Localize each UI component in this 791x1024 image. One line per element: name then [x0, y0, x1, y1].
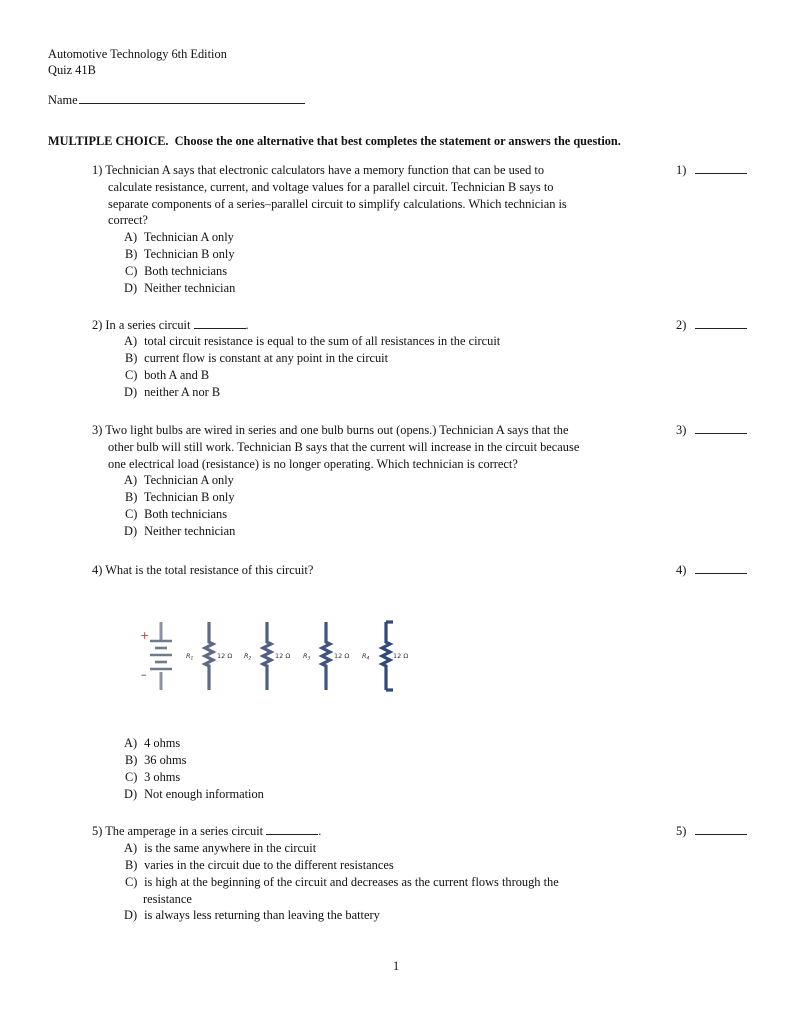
option-d[interactable]	[124, 786, 264, 803]
option-b[interactable]	[124, 489, 235, 506]
svg-text:12 Ω: 12 Ω	[217, 652, 233, 660]
option-text: Technician B only	[143, 246, 235, 261]
fill-in-blank	[194, 318, 246, 329]
option-label: C)	[125, 506, 138, 521]
stem-line: one electrical load (resistance) is no longer operating. Which technician is correct?	[108, 456, 518, 471]
option-label: A)	[124, 334, 138, 348]
document-title: Automotive Technology 6th Edition	[48, 47, 227, 61]
answer-label: 2)	[676, 318, 687, 332]
option-a[interactable]	[124, 229, 235, 246]
option-label: C)	[125, 263, 138, 278]
answer-slot-3[interactable]	[676, 422, 747, 439]
stem-line: other bulb will still work. Technician B says that the current will increase in the circuit because	[108, 439, 580, 454]
option-label: C)	[125, 769, 138, 784]
option-text: Technician A only	[143, 230, 234, 244]
stem-text: 2) In a series circuit	[92, 318, 191, 332]
option-d[interactable]	[124, 280, 235, 297]
answer-slot-5[interactable]	[676, 823, 747, 840]
option-text: Both technicians	[144, 263, 228, 278]
option-text: both A and B	[144, 367, 210, 382]
stem-text: 5) The amperage in a series circuit	[92, 824, 264, 838]
option-label: C)	[125, 874, 138, 889]
option-text: is always less returning than leaving the battery	[144, 908, 380, 923]
svg-text:12 Ω: 12 Ω	[275, 652, 291, 660]
quiz-id: Quiz 41B	[48, 63, 96, 77]
instructions-text: Choose the one alternative that best completes the statement or answers the question.	[174, 134, 621, 148]
question-5-options	[124, 840, 559, 924]
option-b[interactable]	[124, 350, 500, 367]
option-text: Both technicians	[144, 506, 228, 521]
option-label: B)	[125, 857, 138, 872]
circuit-schematic-icon	[128, 612, 408, 698]
instructions	[48, 133, 621, 150]
question-3-options	[124, 472, 235, 540]
option-label: D)	[124, 384, 138, 399]
answer-blank[interactable]	[695, 563, 747, 574]
answer-slot-1[interactable]	[676, 162, 747, 179]
option-c[interactable]	[124, 874, 559, 908]
parallel-circuit-diagram	[128, 612, 408, 698]
svg-text:12 Ω: 12 Ω	[334, 652, 350, 660]
answer-label: 1)	[676, 163, 687, 177]
answer-blank[interactable]	[695, 824, 747, 835]
option-text: 4 ohms	[144, 736, 181, 750]
option-label: A)	[124, 841, 138, 855]
option-d[interactable]	[124, 907, 559, 924]
answer-slot-4[interactable]	[676, 562, 747, 579]
answer-blank[interactable]	[695, 163, 747, 174]
stem-line: 1) Technician A says that electronic calculators have a memory function that can be used to	[92, 163, 545, 177]
option-text: Not enough information	[144, 786, 264, 801]
option-a[interactable]	[124, 735, 264, 752]
name-field[interactable]	[48, 91, 305, 109]
option-text: 36 ohms	[144, 752, 187, 767]
option-label: D)	[124, 280, 138, 295]
option-text: varies in the circuit due to the different resistances	[144, 857, 394, 872]
option-d[interactable]	[124, 384, 500, 401]
question-2-stem	[92, 317, 652, 334]
option-b[interactable]	[124, 246, 235, 263]
option-text: Neither technician	[144, 280, 236, 295]
page-number: 1	[393, 959, 400, 973]
option-c[interactable]	[124, 263, 235, 280]
option-label: C)	[125, 367, 138, 382]
svg-text:R2: $R_2$	[244, 652, 252, 662]
question-5-stem	[92, 823, 652, 840]
svg-text:R4: $R_4$	[362, 652, 370, 662]
option-label: A)	[124, 736, 138, 750]
answer-label: 3)	[676, 423, 687, 437]
option-d[interactable]	[124, 523, 235, 540]
option-text: current flow is constant at any point in the circuit	[144, 350, 389, 365]
option-label: B)	[125, 350, 138, 365]
stem-line: 3) Two light bulbs are wired in series and one bulb burns out (opens.) Technician A says that the	[92, 423, 569, 437]
question-3-stem	[92, 422, 652, 472]
option-label: D)	[124, 786, 138, 801]
option-a[interactable]	[124, 333, 500, 350]
stem-period: .	[245, 318, 249, 332]
question-1-options	[124, 229, 235, 297]
option-label: D)	[124, 523, 138, 538]
option-text: neither A nor B	[144, 384, 221, 399]
question-1-stem	[92, 162, 652, 229]
option-c[interactable]	[124, 506, 235, 523]
option-label: A)	[124, 473, 138, 487]
option-text-continued: resistance	[143, 891, 192, 906]
plus-sign: +	[140, 629, 150, 642]
option-label: A)	[124, 230, 138, 244]
option-a[interactable]	[124, 472, 235, 489]
stem-period: .	[318, 824, 322, 838]
minus-sign: –	[141, 668, 147, 681]
option-label: B)	[125, 246, 138, 261]
option-text: is high at the beginning of the circuit and decreases as the current flows through the	[144, 874, 559, 889]
option-label: D)	[124, 908, 138, 923]
answer-blank[interactable]	[695, 423, 747, 434]
question-4-stem: 4) What is the total resistance of this circuit?	[92, 563, 314, 577]
stem-line: calculate resistance, current, and voltage values for a parallel circuit. Technician B says to	[108, 179, 554, 194]
option-label: B)	[125, 752, 138, 767]
answer-label: 4)	[676, 563, 687, 577]
svg-text:12 Ω: 12 Ω	[393, 652, 408, 660]
question-2-options	[124, 333, 500, 401]
name-label: Name	[48, 93, 78, 107]
stem-line: separate components of a series–parallel circuit to simplify calculations. Which technician is	[108, 196, 567, 211]
option-text: Technician A only	[143, 473, 234, 487]
option-c[interactable]	[124, 367, 500, 384]
question-4-options	[124, 735, 264, 803]
option-b[interactable]	[124, 752, 264, 769]
answer-blank[interactable]	[695, 318, 747, 329]
answer-label: 5)	[676, 824, 687, 838]
fill-in-blank	[266, 824, 318, 835]
option-label: B)	[125, 489, 138, 504]
option-a[interactable]	[124, 840, 559, 857]
option-text: is the same anywhere in the circuit	[144, 841, 317, 855]
instructions-heading: MULTIPLE CHOICE.	[48, 134, 169, 148]
svg-text:R3: $R_3$	[303, 652, 311, 662]
answer-slot-2[interactable]	[676, 317, 747, 334]
option-text: 3 ohms	[144, 769, 181, 784]
stem-line: correct?	[108, 213, 148, 228]
option-c[interactable]	[124, 769, 264, 786]
option-text: total circuit resistance is equal to the sum of all resistances in the circuit	[144, 334, 501, 348]
svg-text:R1: $R_1$	[186, 652, 194, 662]
option-text: Technician B only	[143, 489, 235, 504]
name-blank-line[interactable]	[79, 91, 305, 104]
option-text: Neither technician	[144, 523, 236, 538]
option-b[interactable]	[124, 857, 559, 874]
